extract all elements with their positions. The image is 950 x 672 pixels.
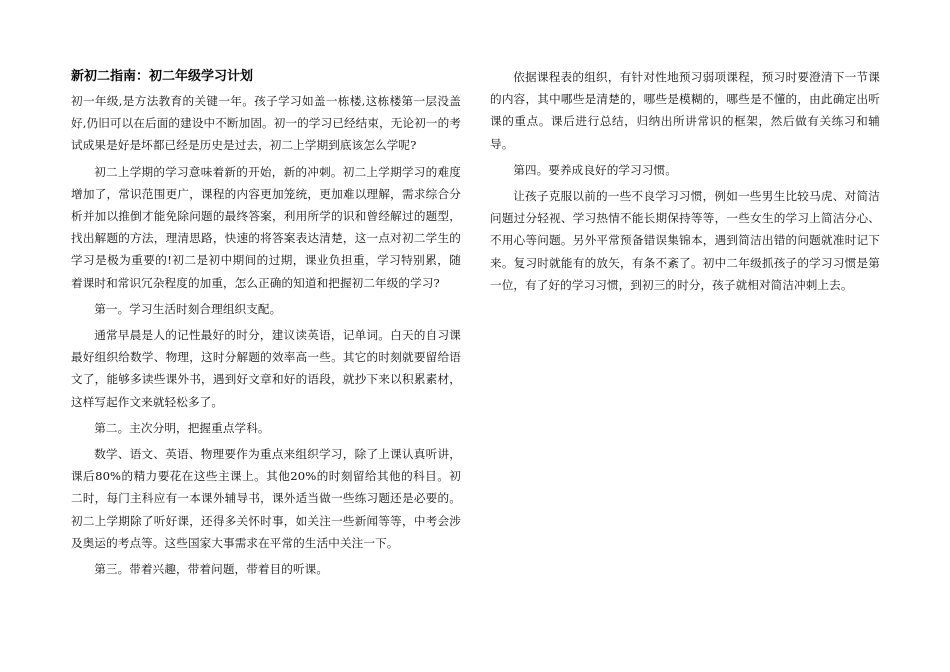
paragraph: 通常早晨是人的记性最好的时分，建议读英语，记单词。白天的自习课最好组织给数学、物理，这时分解题的效率高一些。其它的时刻就要留给语文了，能够多读些课外书，遇到好文章和好的语段，就抄下来以积累素材，这样写起作文来就轻松多了。 bbox=[71, 328, 461, 409]
paragraph: 第三。带着兴趣，带着问题，带着目的听课。 bbox=[94, 562, 329, 577]
document-title: 新初二指南：初二年级学习计划 bbox=[71, 69, 254, 84]
paragraph: 数学、语文、英语、物理要作为重点来组织学习，除了上课认真听讲，课后80%的精力要花在这些主课上。其他20%的时刻留给其他的科目。初二时，每门主科应有一本课外辅导书，课外适当做一些练习题还是必要的。初二上学期除了听好课，还得多关怀时事，如关注一些新闻等等，中考会涉及奥运的考点等。这些国家大事需求在平常的生活中关注一下。 bbox=[71, 447, 461, 550]
paragraph: 让孩子克服以前的一些不良学习习惯，例如一些男生比较马虎、对简洁问题过分轻视、学习热情不能长期保持等等，一些女生的学习上简洁分心、不用心等问题。另外平常预备错误集锦本，遇到简洁出错的问题就准时记下来。复习时就能有的放矢，有条不紊了。初中二年级抓孩子的学习习惯是第一位，有了好的学习习惯，到初三的时分，孩子就相对简洁冲刺上去。 bbox=[490, 189, 880, 292]
paragraph: 第一。学习生活时刻合理组织支配。 bbox=[94, 301, 282, 316]
paragraph: 第四。要养成良好的学习习惯。 bbox=[513, 162, 677, 177]
paragraph: 初一年级,是方法教育的关键一年。孩子学习如盖一栋楼,这栋楼第一层没盖好,仍旧可以在后面的建设中不断加固。初一的学习已经结束，无论初一的考试成果是好是坏都已经是历史是过去，初二上学期到底该怎么学呢? bbox=[71, 94, 461, 153]
left-paragraphs bbox=[71, 90, 461, 580]
paragraph: 依据课程表的组织，有针对性地预习弱项课程，预习时要澄清下一节课的内容，其中哪些是清楚的，哪些是模糊的，哪些是不懂的，由此确定出听课的重点。课后进行总结，归纳出所讲常识的框架，然后做有关练习和辅导。 bbox=[490, 70, 880, 151]
paragraph: 第二。主次分明，把握重点学科。 bbox=[94, 420, 270, 435]
right-column bbox=[490, 66, 880, 300]
left-column bbox=[71, 66, 461, 584]
paragraph: 初二上学期的学习意味着新的开始，新的冲刺。初二上学期学习的难度增加了，常识范围更广，课程的内容更加笼统，更加难以理解，需求综合分析并加以推倒才能免除问题的最终答案，利用所学的识和曾经解过的题型，找出解题的方法，理清思路，快速的将答案表达清楚，这一点对初二学生的学习是极为重要的!初二是初中期间的过期，课业负担重，学习特别累，随着课时和常识冗杂程度的加重，怎么正确的知道和把握初二年级的学习? bbox=[71, 164, 461, 290]
right-paragraphs bbox=[490, 66, 880, 296]
